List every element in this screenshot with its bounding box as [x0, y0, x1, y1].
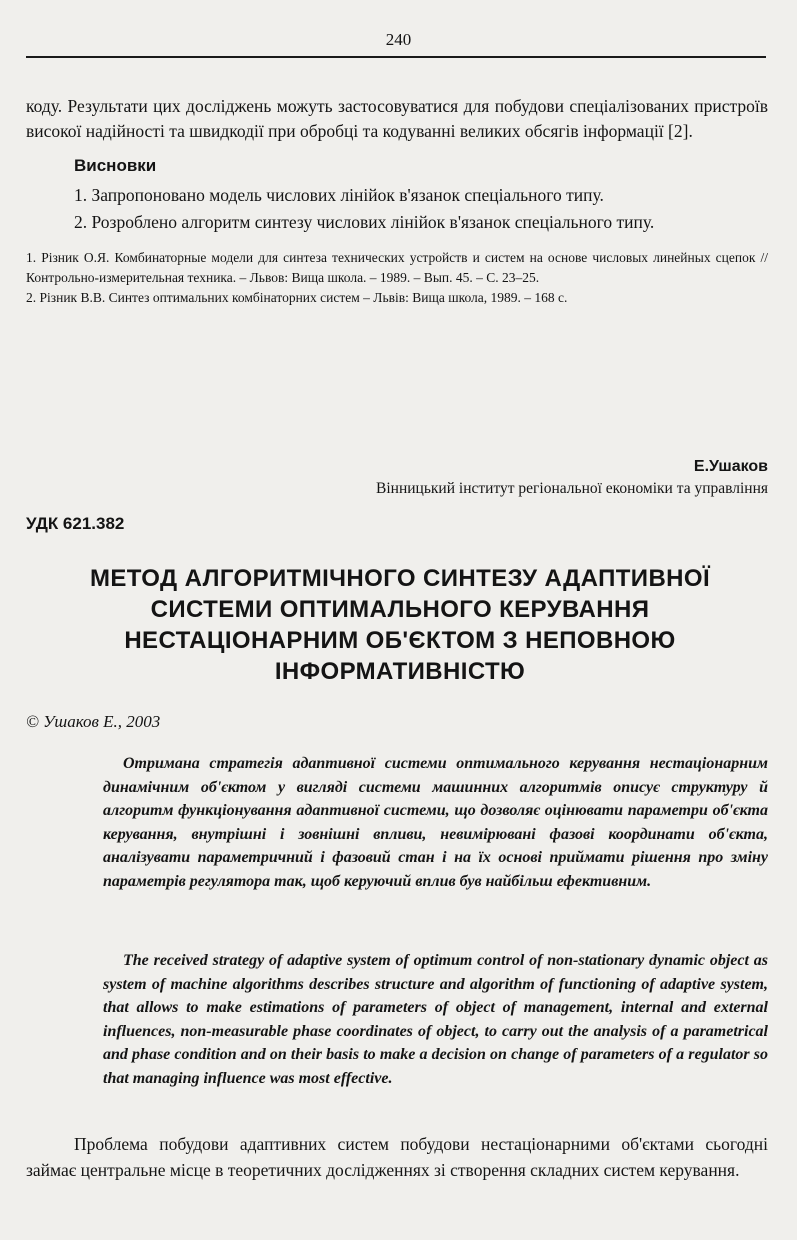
article-title: МЕТОД АЛГОРИТМІЧНОГО СИНТЕЗУ АДАПТИВНОЇ СИСТЕМИ ОПТИМАЛЬНОГО КЕРУВАННЯ НЕСТАЦІОНАРНИМ ОБ'ЄКТОМ З НЕПОВНОЮ ІНФОРМАТИВНІСТЮ — [89, 565, 711, 685]
conclusion-item: 2. Розроблено алгоритм синтезу числових лінійок в'язанок спеціального типу. — [74, 212, 655, 232]
author-block — [26, 456, 768, 500]
udc-code: УДК 621.382 — [26, 514, 125, 533]
conclusion-item: 1. Запропоновано модель числових лінійок в'язанок спеціального типу. — [74, 185, 604, 205]
abstract-ukrainian-text: Отримана стратегія адаптивної системи оптимального керування нестаціонарним динамічним об'єктом у вигляді системи машинних алгоритмів описує структуру й алгоритм функціонування адаптивної системи, що дозволяє оцінювати параметри об'єкта керування, внутрішні і зовнішні впливи, невимірювані фазові координати об'єкта, аналізувати параметричний і фазовий стан і на їх основі приймати рішення про зміну параметрів регулятора так, щоб керуючий вплив був найбільш ефективним. — [103, 755, 768, 890]
previous-article-ending — [26, 94, 768, 308]
conclusions-list — [26, 182, 768, 236]
abstract-english-text: The received strategy of adaptive system of optimum control of non-stationary dynamic object as system of machine algorithms describes structure and algorithm of functioning of adaptive system, that allows to make estimations of parameters of object of management, internal and external influences, non-measurable phase coordinates of object, to carry out the analysis of a parametrical and phase condition and on their basis to make a decision on change of parameters of a regulator so that managing influence was most effective. — [103, 952, 768, 1087]
copyright-line: © Ушаков Е., 2003 — [26, 712, 161, 731]
reference-item: 2. Різник В.В. Синтез оптимальних комбінаторних систем – Львів: Вища школа, 1989. – 168 с. — [26, 290, 568, 305]
abstract-english — [103, 949, 768, 1090]
author-affiliation: Вінницький інститут регіональної економіки та управління — [376, 480, 768, 497]
conclusions-heading: Висновки — [74, 156, 157, 175]
author-name: Е.Ушаков — [693, 458, 768, 475]
header-rule — [26, 56, 766, 58]
page-number: 240 — [385, 30, 412, 49]
abstract-ukrainian — [103, 752, 768, 893]
carryover-paragraph: коду. Результати цих досліджень можуть застосовуватися для побудови спеціалізованих пристроїв високої надійності та швидкодії при обробці та кодуванні великих обсягів інформації [2]. — [26, 96, 768, 141]
references-list — [26, 248, 768, 308]
reference-item: 1. Різник О.Я. Комбинаторные модели для синтеза технических устройств и систем на основе числовых линейных сцепок // Контрольно-измерительная техника. – Львов: Вища школа. – 1989. – Вып. 45. – С. 23–25. — [26, 250, 768, 285]
intro-paragraph: Проблема побудови адаптивних систем побудови нестаціонарними об'єктами сьогодні займає центральне місце в теоретичних дослідженнях зі створення складних систем керування. — [26, 1134, 768, 1180]
